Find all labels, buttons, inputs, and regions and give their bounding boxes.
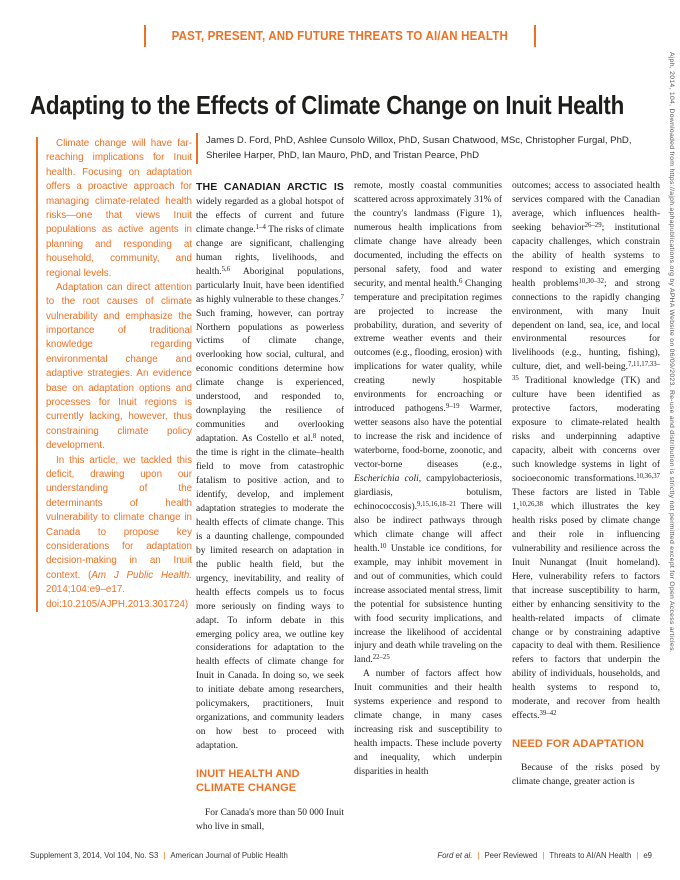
footer-separator: | bbox=[163, 851, 166, 860]
author-block bbox=[196, 133, 642, 164]
paragraph: Because of the risks posed by climate change, greater action is bbox=[512, 763, 660, 788]
banner-title: PAST, PRESENT, AND FUTURE THREATS TO AI/AN HEALTH bbox=[171, 29, 509, 43]
footer-article-info bbox=[437, 851, 652, 860]
abstract bbox=[36, 137, 192, 612]
paragraph: outcomes; access to associated health services compared with the Canadian average, which influences health-seeking behavior$^{26-29}$; institutional capacity challenges, which constrain the ability of health systems to respond to existing and emerging health problems$^{10,30-32}$; and strong connections to the rapidly changing environment, with many Inuit dependent on land, sea, ice, and local environmental resources for livelihoods (e.g., hunting, fishing), culture, diet, and well-being.$^{7,11,17,33-35}$ Traditional knowledge (TK) and culture have been identified as protective factors, moderating exposure to climate-related health risks and underpinning adaptive capacity, albeit with concerns over such knowledge systems in light of socioeconomic transformations.$^{10,36,37}$ These factors are listed in Table 1,$^{10,26,38}$ which illustrates the key health risks posed by climate change and their role in influencing vulnerability and resilience across the Inuit Nunangat (Inuit homeland). Here, vulnerability refers to factors that increase susceptibility to harm, either by enhancing sensitivity to the health-related impacts of climate change or by constraining adaptive capacity to deal with them. Resilience refers to factors that underpin the ability of individuals, households, and health systems to respond to, moderate, and recover from health effects.$^{39-42}$ bbox=[512, 181, 660, 722]
section-heading-inuit-health: INUIT HEALTH AND CLIMATE CHANGE bbox=[196, 768, 300, 795]
banner-left-bar bbox=[144, 25, 146, 47]
article-title: Adapting to the Effects of Climate Change on Inuit Health bbox=[30, 90, 625, 120]
footer-page-number: e9 bbox=[643, 851, 652, 860]
footer-separator: | bbox=[542, 851, 545, 860]
abstract-paragraph: In this article, we tackled this deficit, drawing upon our understanding of the determinants of health vulnerability to climate change in Canada to propose key considerations for adaptation decision-making in an Inuit context. (Am J Public Health. 2014;104:e9–e17. doi:10.2105/AJPH.2013.301724) bbox=[46, 454, 193, 610]
footer-issue-info bbox=[30, 851, 288, 860]
footer-separator: | bbox=[636, 851, 639, 860]
download-watermark: Ajph, 2014, 104, Downloaded from https://ajph.aphapublications.org by APHA Website on 06/09/2023. Re-use and distribution is strictly not permitted except for Open Access articles. bbox=[668, 52, 675, 653]
footer-separator: | bbox=[477, 851, 480, 860]
body-column-1 bbox=[196, 180, 344, 835]
paragraph: A number of factors affect how Inuit communities and their health systems experience and respond to climate change, in many cases increasing risk and susceptibility to health impacts. These include poverty and inequality, which underpin disparities in health bbox=[354, 669, 502, 778]
footer-author-ref: Ford et al. bbox=[437, 851, 473, 860]
page-footer bbox=[30, 851, 652, 860]
authors-line-2: Sherilee Harper, PhD, Ian Mauro, PhD, and Tristan Pearce, PhD bbox=[206, 150, 480, 162]
paragraph bbox=[196, 180, 344, 754]
footer-peer-reviewed: Peer Reviewed bbox=[484, 851, 538, 860]
footer-supplement: Supplement 3, 2014, Vol 104, No. S3 bbox=[30, 851, 159, 860]
banner-right-bar bbox=[534, 25, 536, 47]
footer-journal-name: American Journal of Public Health bbox=[170, 851, 288, 860]
article-body bbox=[196, 180, 660, 835]
paragraph: remote, mostly coastal communities scattered across approximately 31% of the country's landmass (Figure 1), numerous health implications from climate change have already been documented, including the effects on personal safety, food and water security, and mental health.$^6$ Changing temperature and precipitation regimes are projected to increase the probability, duration, and severity of extreme weather events and their outcomes (e.g., flooding, erosion) with implications for water quality, while creating newly hospitable environments for encroaching or introduced pathogens.$^{9-19}$ Warmer, wetter seasons also have the potential to increase the risk and incidence of waterborne, food-borne, zoonotic, and vector-borne diseases (e.g., Escherichia coli, campylobacteriosis, giardiasis, botulism, echinococcosis).$^{9,15,16,18-21}$ There will also be indirect pathways through which climate change will affect health.$^{10}$ Unstable ice conditions, for example, may inhibit movement in and out of communities, which could increase associated mental stress, limit the potential for subsistence hunting with food security implications, and increase the likelihood of accidental injury and death while traveling on the land.$^{22-25}$ bbox=[354, 181, 502, 666]
abstract-paragraph: Adaptation can direct attention to the root causes of climate vulnerability and emphasize the importance of traditional knowledge regarding environmental change and adaptive strategies. An evidence base on adaptation options and processes for Inuit regions is currently lacking, however, thus constraining climate policy development. bbox=[46, 281, 192, 452]
body-column-3 bbox=[512, 180, 660, 835]
section-heading-need-for-adaptation: NEED FOR ADAPTATION bbox=[512, 738, 644, 751]
body-column-2 bbox=[354, 180, 502, 835]
lead-in-text: THE CANADIAN ARCTIC IS bbox=[196, 181, 344, 193]
abstract-paragraph: Climate change will have far-reaching implications for Inuit health. Focusing on adaptation offers a proactive approach for managing climate-related health risks—one that views Inuit populations as active agents in planning and responding at household, community, and regional levels. bbox=[46, 138, 192, 279]
running-head bbox=[0, 25, 680, 47]
footer-section-name: Threats to AI/AN Health bbox=[549, 851, 632, 860]
paragraph: For Canada's more than 50 000 Inuit who live in small, bbox=[196, 807, 344, 832]
authors-line-1: James D. Ford, PhD, Ashlee Cunsolo Willox, PhD, Susan Chatwood, MSc, Christopher Furgal, PhD, bbox=[206, 135, 632, 146]
paragraph-text: widely regarded as a global hotspot of the effects of current and future climate change.$^{1-4}$ The risks of climate change are significant, challenging human rights, livelihoods, and health.$^{5,6}$ Aboriginal populations, particularly Inuit, have been identified as highly vulnerable to these changes.$^7$ Such framing, however, can portray Northern populations as powerless victims of climate change, overlooking how social, cultural, and economic conditions determine how climate change is experienced, understood, and responded to, downplaying the resilience of communities and overlooking adaptation. As Costello et al.$^8$ noted, the time is right in the climate–health field to move from catastrophic fatalism to positive action, and to identify, develop, and implement adaptation strategies to moderate the health effects of climate change. This is a daunting challenge, compounded by limited research on adaptation in the public health field, but the urgency, inevitability, and reality of health effects compels us to focus more seriously on finding ways to adapt. To inform debate in this emerging policy area, we outline key considerations for adaptation to the health effects of climate change for Inuit in Canada. In doing so, we seek to initiate debate among researchers, policymakers, practitioners, Inuit organizations, and community leaders on how best to proceed with adaptation. bbox=[196, 196, 345, 752]
